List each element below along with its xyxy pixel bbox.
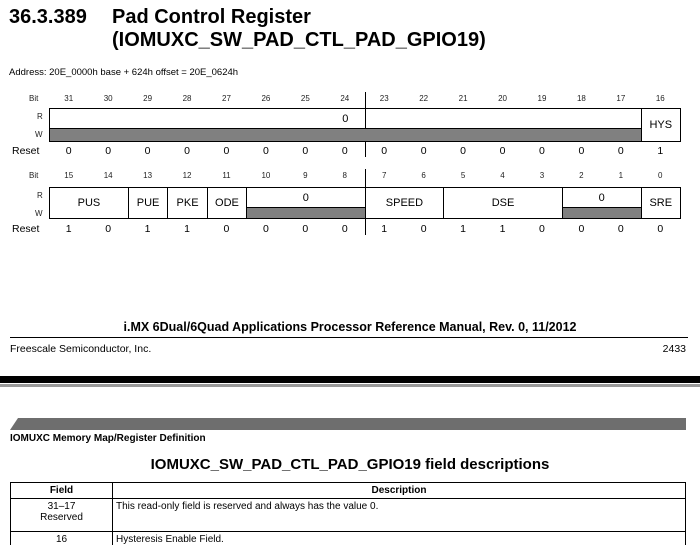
reserved-write-shading — [49, 128, 642, 142]
reset-value: 0 — [420, 145, 427, 157]
reset-value: 0 — [144, 145, 151, 157]
reserved-write-shading — [246, 207, 365, 219]
register-field-reserved: 0 — [49, 108, 642, 128]
bit-number: 5 — [460, 171, 466, 180]
bit-number: 1 — [618, 171, 624, 180]
running-header-bar — [10, 418, 686, 430]
bit-number: 17 — [616, 94, 626, 103]
register-title-line1: Pad Control Register — [112, 6, 311, 28]
register-field-sre: SRE — [641, 187, 681, 219]
bit-number: 25 — [300, 94, 310, 103]
reset-row-label: Reset — [12, 145, 40, 157]
field-name: Reserved — [40, 512, 83, 523]
reset-value: 0 — [341, 145, 348, 157]
reset-value: 0 — [657, 223, 664, 235]
bit-number: 3 — [539, 171, 545, 180]
bit-number: 22 — [419, 94, 429, 103]
register-field-pus: PUS — [49, 187, 129, 219]
reset-value: 0 — [578, 223, 585, 235]
bit-number: 0 — [658, 171, 663, 180]
bit-number: 12 — [182, 171, 192, 180]
register-title-line2: (IOMUXC_SW_PAD_CTL_PAD_GPIO19) — [112, 29, 486, 51]
bit-number: 29 — [143, 94, 153, 103]
reset-value: 1 — [184, 223, 190, 235]
running-header: IOMUXC Memory Map/Register Definition — [10, 433, 206, 444]
reset-value: 1 — [657, 145, 664, 157]
reset-value: 0 — [223, 145, 230, 157]
reset-value: 0 — [539, 145, 545, 157]
bit-number: 26 — [261, 94, 271, 103]
bit-number: 2 — [579, 171, 584, 180]
reset-value: 1 — [65, 223, 72, 235]
field-descriptions-table — [10, 482, 686, 545]
reset-value: 1 — [499, 223, 506, 235]
page-break-bar — [0, 376, 700, 383]
reset-value: 0 — [341, 223, 348, 235]
bit-number: 20 — [498, 94, 507, 103]
reset-value: 0 — [499, 145, 506, 157]
register-field-speed: SPEED — [365, 187, 445, 219]
reset-value: 0 — [262, 223, 269, 235]
reset-value: 0 — [262, 145, 269, 157]
bit-number: 7 — [381, 171, 387, 180]
register-address: Address: 20E_0000h base + 624h offset = 20E_0624h — [9, 67, 239, 78]
bit-number: 11 — [222, 171, 231, 180]
table-header-row — [11, 483, 686, 499]
column-header-field: Field — [11, 483, 113, 499]
table-row — [11, 532, 686, 545]
manual-title: i.MX 6Dual/6Quad Applications Processor Reference Manual, Rev. 0, 11/2012 — [123, 320, 577, 334]
bit-number: 23 — [379, 94, 389, 103]
reset-value: 0 — [302, 145, 309, 157]
bit-number: 30 — [103, 94, 113, 103]
bit-number: 28 — [182, 94, 192, 103]
reset-value: 1 — [460, 223, 467, 235]
register-field-pke: PKE — [167, 187, 207, 219]
reset-value: 0 — [302, 223, 309, 235]
reset-value: 0 — [184, 145, 190, 157]
reset-value: 0 — [105, 223, 112, 235]
description-cell: Hysteresis Enable Field. — [113, 532, 686, 545]
reset-value: 1 — [381, 223, 388, 235]
reset-value: 0 — [539, 223, 545, 235]
reset-value: 0 — [420, 223, 427, 235]
bit-row-label: Bit — [29, 94, 39, 103]
reset-value: 0 — [105, 145, 112, 157]
write-row-label: W — [35, 209, 43, 218]
section-number: 36.3.389 — [9, 6, 87, 28]
register-field-pue: PUE — [128, 187, 168, 219]
bit-number: 24 — [340, 94, 350, 103]
field-cell — [11, 499, 113, 532]
page-number: 2433 — [662, 343, 686, 355]
bit-number: 16 — [655, 94, 665, 103]
reserved-write-shading — [562, 207, 642, 219]
bit-number: 27 — [222, 94, 231, 103]
bit-number: 6 — [421, 171, 426, 180]
register-field-ode: ODE — [207, 187, 247, 219]
field-cell: 16 — [11, 532, 113, 545]
reset-value: 0 — [223, 223, 230, 235]
page-break-shadow — [0, 384, 700, 387]
reset-row-label: Reset — [12, 223, 40, 235]
bit-number: 21 — [458, 94, 468, 103]
bit-number: 4 — [500, 171, 505, 180]
register-field-reserved: 0 — [246, 187, 365, 207]
bit-number: 14 — [103, 171, 113, 180]
bit-number: 10 — [261, 171, 271, 180]
write-row-label: W — [35, 130, 43, 139]
bit-number: 15 — [64, 171, 74, 180]
bit-number: 18 — [576, 94, 586, 103]
register-field-reserved: 0 — [562, 187, 642, 207]
reset-value: 0 — [381, 145, 388, 157]
reset-value: 0 — [578, 145, 585, 157]
reset-value: 0 — [460, 145, 467, 157]
bit-number: 31 — [64, 94, 74, 103]
table-title: IOMUXC_SW_PAD_CTL_PAD_GPIO19 field descriptions — [150, 456, 550, 473]
register-field-hys: HYS — [641, 108, 681, 142]
bit-row-label: Bit — [29, 171, 39, 180]
column-header-description: Description — [113, 483, 686, 499]
footer-rule — [10, 337, 688, 338]
bit-number: 19 — [537, 94, 547, 103]
reset-value: 0 — [617, 145, 624, 157]
description-cell: This read-only field is reserved and always has the value 0. — [113, 499, 686, 532]
bit-number: 13 — [143, 171, 153, 180]
read-row-label: R — [37, 191, 43, 200]
reset-value: 1 — [144, 223, 151, 235]
reset-value: 0 — [65, 145, 72, 157]
read-row-label: R — [37, 112, 43, 121]
bit-number: 8 — [342, 171, 348, 180]
bit-number: 9 — [303, 171, 308, 180]
company-name: Freescale Semiconductor, Inc. — [10, 343, 152, 355]
field-bits: 31–17 — [47, 501, 76, 512]
register-field-dse: DSE — [443, 187, 562, 219]
table-row — [11, 499, 686, 532]
reset-value: 0 — [617, 223, 624, 235]
